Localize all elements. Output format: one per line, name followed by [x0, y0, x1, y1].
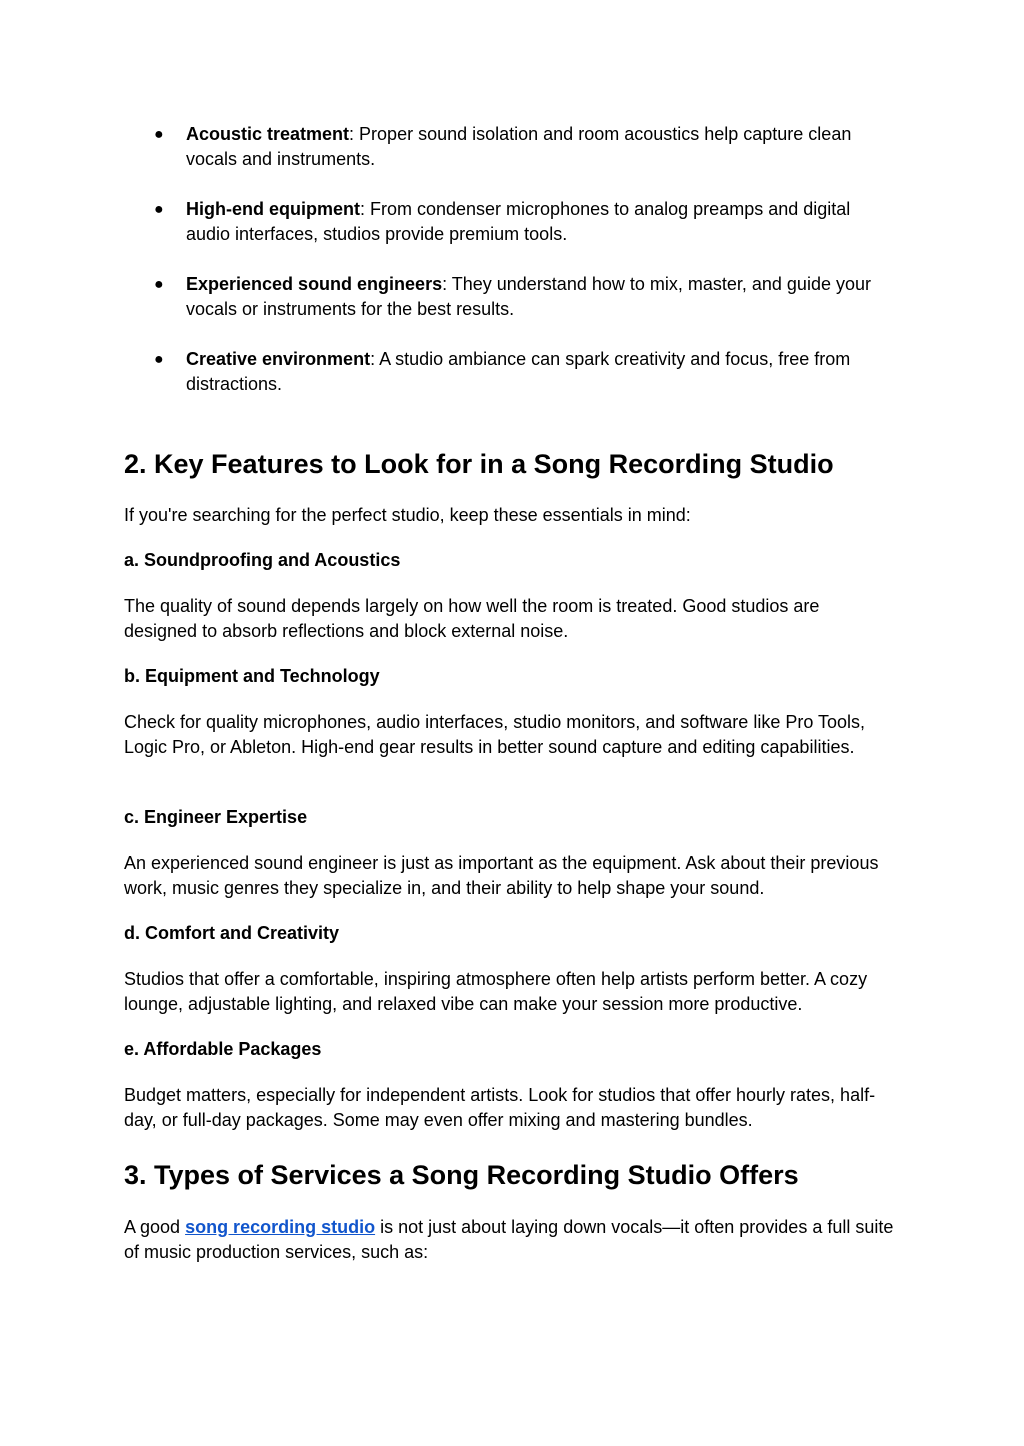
feature-a-title: a. Soundproofing and Acoustics [124, 550, 401, 570]
section-2-intro: If you're searching for the perfect studio, keep these essentials in mind: [124, 505, 691, 525]
bullet-item [124, 122, 894, 172]
section-3-intro [124, 1215, 894, 1265]
bullet-item [124, 272, 894, 322]
bullet-icon: ● [154, 201, 164, 218]
bullet-item [124, 197, 894, 247]
bullet-icon: ● [154, 351, 164, 368]
song-recording-studio-link[interactable]: song recording studio [185, 1217, 376, 1237]
bullet-icon: ● [154, 276, 164, 293]
section-2-heading: 2. Key Features to Look for in a Song Recording Studio [124, 449, 834, 479]
feature-c-body: An experienced sound engineer is just as important as the equipment. Ask about their previous work, music genres they specialize in, and their ability to help shape your sound. [124, 853, 879, 898]
feature-d-title: d. Comfort and Creativity [124, 923, 340, 943]
bullet-text: : Proper sound isolation and room acoustics help capture clean vocals and instruments. [186, 124, 852, 169]
benefits-bullet-list [124, 122, 894, 422]
feature-e-title: e. Affordable Packages [124, 1039, 322, 1059]
bullet-text: : From condenser microphones to analog preamps and digital audio interfaces, studios provide premium tools. [186, 199, 851, 244]
bullet-text: : A studio ambiance can spark creativity and focus, free from distractions. [186, 349, 851, 394]
feature-e-body: Budget matters, especially for independent artists. Look for studios that offer hourly rates, half-day, or full-day packages. Some may even offer mixing and mastering bundles. [124, 1085, 876, 1130]
bullet-term: Creative environment [186, 349, 371, 369]
bullet-text: : They understand how to mix, master, and guide your vocals or instruments for the best results. [186, 274, 871, 319]
bullet-item [124, 347, 894, 397]
bullet-term: High-end equipment [186, 199, 360, 219]
section-3-heading: 3. Types of Services a Song Recording Studio Offers [124, 1160, 799, 1190]
feature-c-title: c. Engineer Expertise [124, 807, 308, 827]
section-3-intro-end: is not just about laying down vocals—it often provides a full suite of music production services, such as: [124, 1217, 894, 1262]
section-3-intro-start: A good [124, 1217, 186, 1237]
bullet-icon: ● [154, 126, 164, 143]
bullet-term: Acoustic treatment [186, 124, 350, 144]
bullet-term: Experienced sound engineers [186, 274, 443, 294]
feature-b-title: b. Equipment and Technology [124, 666, 380, 686]
feature-a-body: The quality of sound depends largely on how well the room is treated. Good studios are designed to absorb reflections and block external noise. [124, 596, 820, 641]
feature-b-body: Check for quality microphones, audio interfaces, studio monitors, and software like Pro Tools, Logic Pro, or Ableton. High-end gear results in better sound capture and editing capabilities. [124, 712, 866, 757]
feature-d-body: Studios that offer a comfortable, inspiring atmosphere often help artists perform better. A cozy lounge, adjustable lighting, and relaxed vibe can make your session more productive. [124, 969, 868, 1014]
